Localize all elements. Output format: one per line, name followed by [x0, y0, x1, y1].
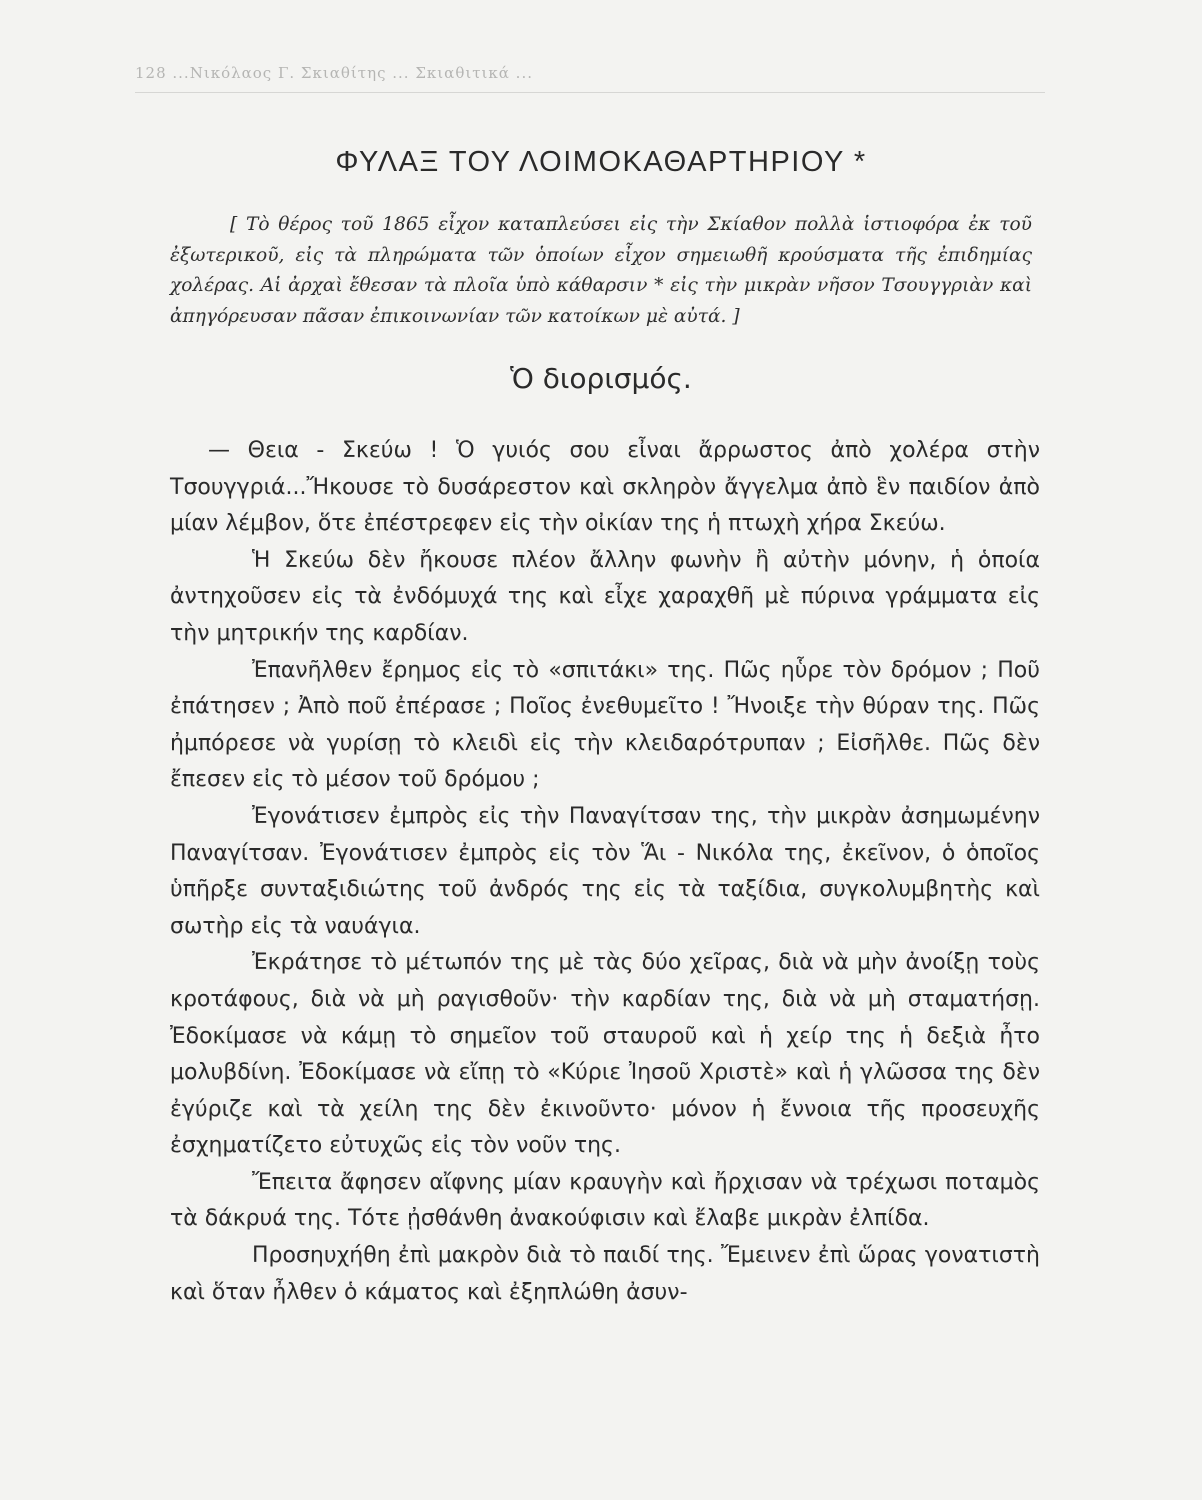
paragraph: Ἔπειτα ἄφησεν αἴφνης μίαν κραυγὴν καὶ ἤρχισαν νὰ τρέχωσι ποταμὸς τὰ δάκρυά της. Τότε ᾐσθάνθη ἀνακούφισιν καὶ ἔλαβε μικρὰν ἐλπίδα. — [170, 1169, 1040, 1232]
page-title: ΦΥΛΑΞ ΤΟΥ ΛΟΙΜΟΚΑΘΑΡΤΗΡΙΟΥ * — [335, 146, 867, 178]
paragraph: — Θεια - Σκεύω ! Ὁ γυιός σου εἶναι ἄρρωστος ἀπὸ χολέρα στὴν Τσουγγριά...Ἤκουσε τὸ δυσάρεστον καὶ σκληρὸν ἄγγελμα ἀπὸ ἓν παιδίον ἀπὸ μίαν λέμβον, ὅτε ἐπέστρεφεν εἰς τὴν οἰκίαν της ἡ πτωχὴ χήρα Σκεύω. — [170, 438, 1040, 537]
paragraph: Ἐγονάτισεν ἐμπρὸς εἰς τὴν Παναγίτσαν της, τὴν μικρὰν ἀσημωμένην Παναγίτσαν. Ἐγονάτισεν ἐμπρὸς εἰς τὸν Ἅι - Νικόλα της, ἐκεῖνον, ὁ ὁποῖος ὑπῆρξε συνταξιδιώτης τοῦ ἀνδρός της εἰς τὰ ταξίδια, συγκολυμβητὴς καὶ σωτὴρ εἰς τὰ ναυάγια. — [170, 803, 1040, 939]
paragraph: Ἐπανῆλθεν ἔρημος εἰς τὸ «σπιτάκι» της. Πῶς ηὗρε τὸν δρόμον ; Ποῦ ἐπάτησεν ; Ἀπὸ ποῦ ἐπέρασε ; Ποῖος ἐνεθυμεῖτο ! Ἤνοιξε τὴν θύραν της. Πῶς ἠμπόρεσε νὰ γυρίσῃ τὸ κλειδὶ εἰς τὴν κλειδαρότρυπαν ; Εἰσῆλθε. Πῶς δὲν ἔπεσεν εἰς τὸ μέσον τοῦ δρόμου ; — [170, 657, 1040, 793]
intro-note: [ Τὸ θέρος τοῦ 1865 εἶχον καταπλεύσει εἰς τὴν Σκίαθον πολλὰ ἱστιοφόρα ἐκ τοῦ ἐξωτερικοῦ, εἰς τὰ πληρώματα τῶν ὁποίων εἶχον σημειωθῆ κρούσματα τῆς ἐπιδημίας χολέρας. Αἱ ἀρχαὶ ἔθεσαν τὰ πλοῖα ὑπὸ κάθαρσιν * εἰς τὴν μικρὰν νῆσον Τσουγγριὰν καὶ ἀπηγόρευσαν πᾶσαν ἐπικοινωνίαν τῶν κατοίκων μὲ αὐτά. ] — [170, 214, 1032, 327]
section-subtitle: Ὁ διορισμός. — [510, 362, 692, 395]
paragraph: Ἡ Σκεύω δὲν ἤκουσε πλέον ἄλλην φωνὴν ἢ αὐτὴν μόνην, ἡ ὁποία ἀντηχοῦσεν εἰς τὰ ἐνδόμυχά της καὶ εἶχε χαραχθῆ μὲ πύρινα γράμματα εἰς τὴν μητρικήν της καρδίαν. — [170, 547, 1040, 646]
paragraph: Ἐκράτησε τὸ μέτωπόν της μὲ τὰς δύο χεῖρας, διὰ νὰ μὴν ἀνοίξῃ τοὺς κροτάφους, διὰ νὰ μὴ ραγισθοῦν· τὴν καρδίαν της, διὰ νὰ μὴ σταματήσῃ. Ἐδοκίμασε νὰ κάμῃ τὸ σημεῖον τοῦ σταυροῦ καὶ ἡ χείρ της ἡ δεξιὰ ἦτο μολυβδίνη. Ἐδοκίμασε νὰ εἴπῃ τὸ «Κύριε Ἰησοῦ Χριστὲ» καὶ ἡ γλῶσσα της δὲν ἐγύριζε καὶ τὰ χείλη της δὲν ἐκινοῦντο· μόνον ἡ ἔννοια τῆς προσευχῆς ἐσχηματίζετο εὐτυχῶς εἰς τὸν νοῦν της. — [170, 950, 1040, 1159]
paragraph: Προσηυχήθη ἐπὶ μακρὸν διὰ τὸ παιδί της. Ἔμεινεν ἐπὶ ὥρας γονατιστὴ καὶ ὅταν ἦλθεν ὁ κάματος καὶ ἐξηπλώθη ἀσυν- — [170, 1243, 1040, 1305]
running-header: 128 ...Νικόλαος Γ. Σκιαθίτης ... Σκιαθιτικά ... — [135, 64, 1045, 93]
body-text — [170, 433, 1040, 1311]
